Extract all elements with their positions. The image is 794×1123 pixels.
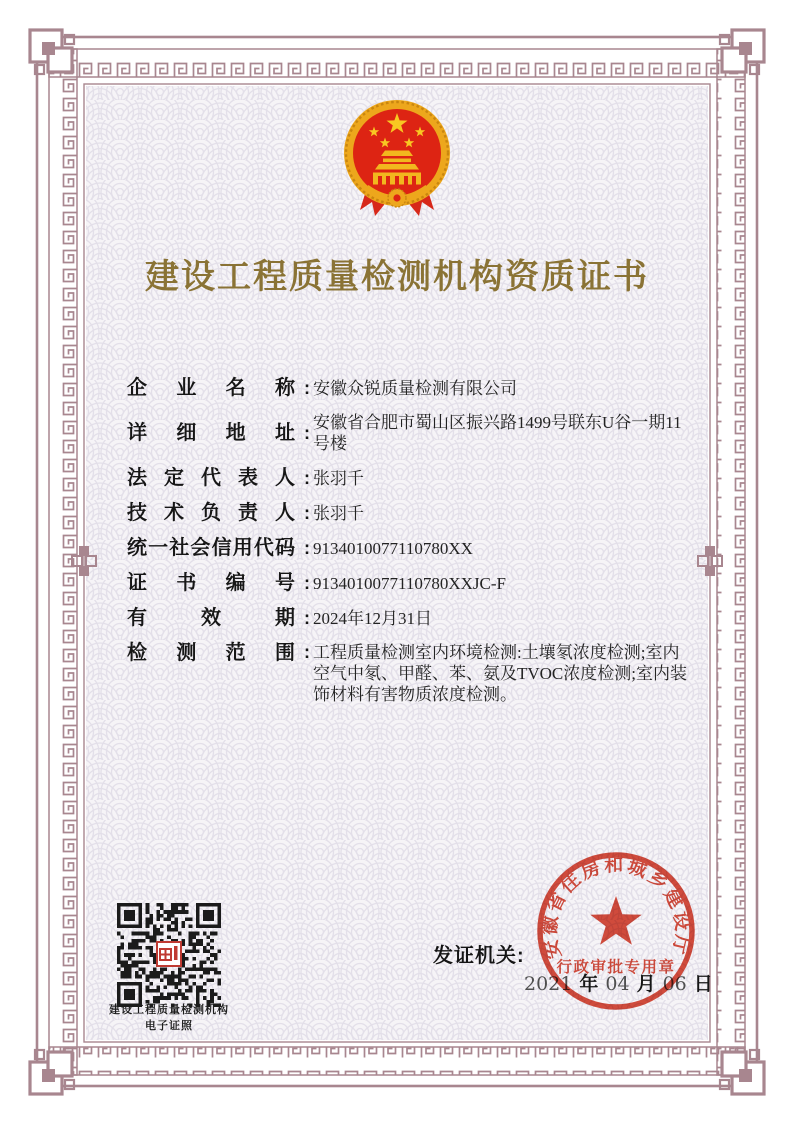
field-row-technical-director — [127, 502, 692, 524]
national-emblem-icon — [339, 97, 455, 223]
field-row-credit-code — [127, 537, 692, 559]
qr-caption-line1: 建设工程质量检测机构 — [109, 1004, 229, 1016]
field-colon: : — [304, 572, 310, 593]
seal-ring-text: 安徽省住房和城乡建设厅 — [539, 854, 693, 961]
field-row-legal-representative — [127, 467, 692, 489]
field-value: 张羽千 — [313, 468, 364, 488]
seal-banner-text: 行政审批专用章 — [556, 959, 676, 976]
field-value: 安徽众锐质量检测有限公司 — [313, 378, 517, 398]
field-value: 安徽省合肥市蜀山区振兴路1499号联东U谷一期11号楼 — [313, 413, 682, 453]
field-colon: : — [304, 537, 310, 558]
date-month-label: 月 — [636, 974, 656, 995]
field-label: 详细地址 — [127, 422, 295, 444]
qr-center-logo-icon — [156, 941, 182, 967]
field-label: 技术负责人 — [127, 502, 295, 524]
field-colon: : — [304, 377, 310, 398]
date-day: 06 — [662, 973, 687, 995]
certificate-title: 建设工程质量检测机构资质证书 — [145, 258, 649, 296]
field-label: 有效期 — [127, 607, 295, 629]
field-label: 法定代表人 — [127, 467, 295, 489]
issue-date — [524, 969, 713, 996]
issuer-label: 发证机关: — [433, 945, 525, 967]
field-row-company-name — [127, 377, 692, 399]
field-value: 工程质量检测室内环境检测:土壤氡浓度检测;室内空气中氡、甲醛、苯、氨及TVOC浓度检测;室内装饰材料有害物质浓度检测。 — [313, 643, 687, 704]
field-row-valid-until — [127, 607, 692, 629]
field-colon: : — [304, 422, 310, 443]
field-label: 统一社会信用代码 — [127, 537, 295, 559]
qr-caption-line2: 电子证照 — [145, 1020, 193, 1032]
field-value: 张羽千 — [313, 503, 364, 523]
field-label: 证书编号 — [127, 572, 295, 594]
field-row-certificate-number — [127, 572, 692, 594]
field-row-inspection-scope — [127, 642, 692, 705]
field-label: 企业名称 — [127, 377, 295, 399]
qr-code — [117, 903, 221, 1007]
date-day-label: 日 — [693, 974, 713, 995]
field-colon: : — [304, 642, 310, 662]
field-value: 9134010077110780XX — [313, 538, 473, 558]
field-row-address — [127, 412, 692, 454]
date-year: 2021 — [524, 973, 573, 995]
field-colon: : — [304, 502, 310, 523]
field-colon: : — [304, 467, 310, 488]
field-label: 检测范围 — [127, 642, 295, 664]
fields-section — [127, 377, 692, 718]
field-value: 2024年12月31日 — [313, 608, 432, 628]
field-value: 9134010077110780XXJC-F — [313, 573, 506, 593]
date-year-label: 年 — [579, 974, 599, 995]
qr-caption — [90, 1002, 248, 1034]
date-month: 04 — [605, 973, 630, 995]
field-colon: : — [304, 607, 310, 628]
